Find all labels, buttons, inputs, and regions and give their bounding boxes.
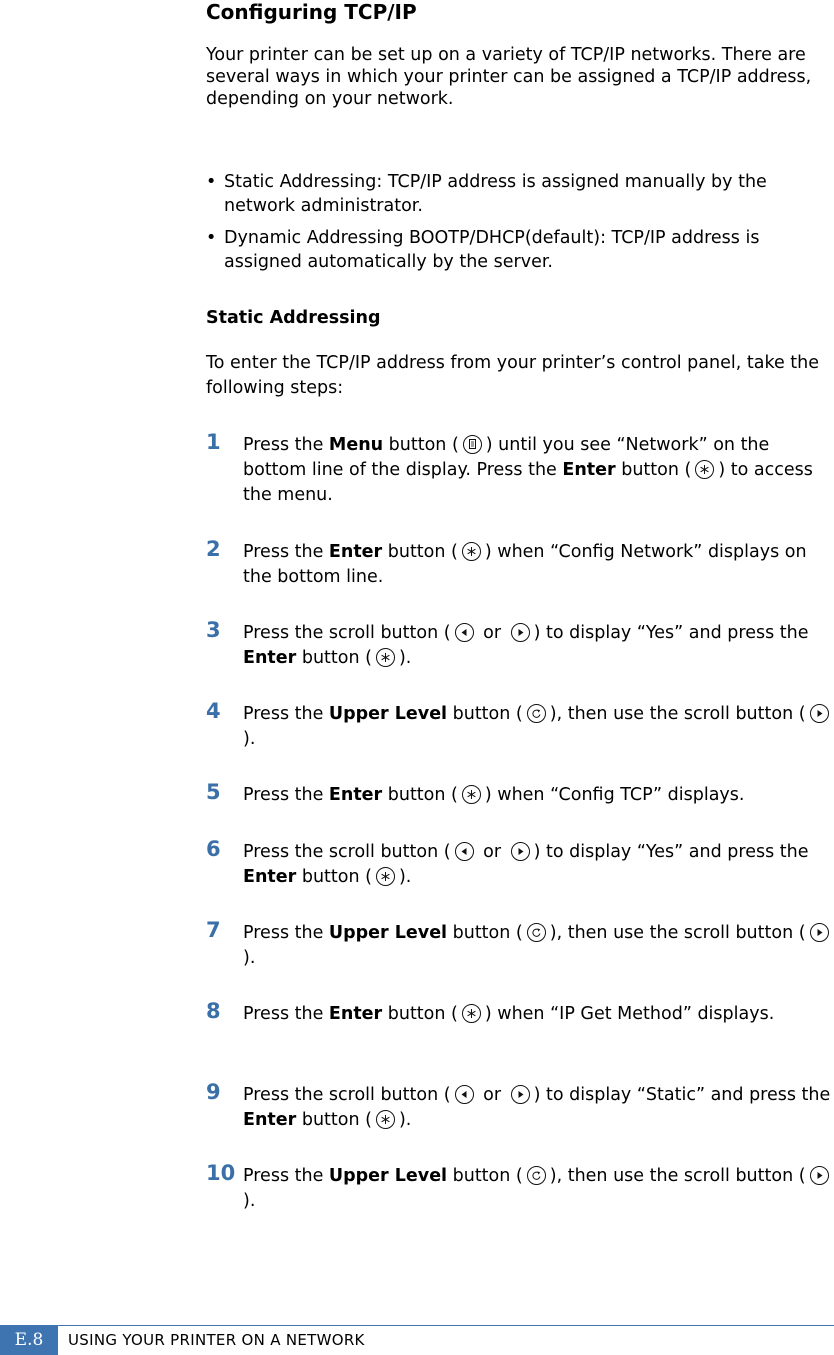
bullet-text: Dynamic Addressing BOOTP/DHCP(default): TCP/IP address is assigned automatically by the server. bbox=[224, 228, 760, 272]
step-8 bbox=[206, 999, 834, 1027]
intro-paragraph: Your printer can be set up on a variety of TCP/IP networks. There are several ways in which your printer can be assigned a TCP/IP address, depending on your network. bbox=[206, 45, 812, 109]
step-10 bbox=[206, 1161, 834, 1214]
step-text: Press the Enter button ( ) when “Config TCP” displays. bbox=[243, 785, 745, 805]
upper-level-button-icon bbox=[527, 1166, 546, 1185]
bullet-dynamic bbox=[206, 226, 834, 274]
scroll-right-button-icon bbox=[511, 842, 530, 861]
bullet-dot: • bbox=[206, 228, 217, 248]
step-number: 2 bbox=[206, 537, 221, 561]
enter-button-icon bbox=[376, 648, 395, 667]
scroll-right-button-icon bbox=[810, 923, 829, 942]
scroll-right-button-icon bbox=[810, 1166, 829, 1185]
step-text: Press the Upper Level button ( ), then use the scroll button ( ). bbox=[243, 1164, 834, 1214]
enter-button-icon bbox=[462, 785, 481, 804]
step-text: Press the Upper Level button ( ), then use the scroll button ( ). bbox=[243, 702, 834, 752]
enter-button-icon bbox=[376, 1110, 395, 1129]
lead-paragraph: To enter the TCP/IP address from your printer’s control panel, take the following steps: bbox=[206, 353, 820, 398]
step-number: 7 bbox=[206, 918, 221, 942]
scroll-left-button-icon bbox=[455, 842, 474, 861]
step-text: Press the scroll button ( or ) to display “Yes” and press the Enter button ( ). bbox=[243, 623, 809, 668]
step-text: Press the scroll button ( or ) to display “Yes” and press the Enter button ( ). bbox=[243, 842, 809, 887]
scroll-right-button-icon bbox=[810, 704, 829, 723]
step-number: 10 bbox=[206, 1161, 236, 1185]
page-heading: Configuring TCP/IP bbox=[206, 0, 417, 24]
page-footer bbox=[0, 1325, 834, 1355]
scroll-right-button-icon bbox=[511, 1085, 530, 1104]
step-1 bbox=[206, 430, 834, 508]
step-number: 9 bbox=[206, 1080, 221, 1104]
chapter-title: USING YOUR PRINTER ON A NETWORK bbox=[68, 1331, 365, 1349]
step-text: Press the Menu button ( ) until you see “Network” on the bottom line of the display. Press the Enter button ( ) to access the menu. bbox=[243, 435, 813, 505]
step-text: Press the Enter button ( ) when “IP Get Method” displays. bbox=[243, 1004, 775, 1024]
step-4 bbox=[206, 699, 834, 752]
scroll-right-button-icon bbox=[511, 623, 530, 642]
menu-button-icon bbox=[463, 435, 482, 454]
step-3 bbox=[206, 618, 834, 671]
bullet-text: Static Addressing: TCP/IP address is assigned manually by the network administrator. bbox=[224, 172, 767, 216]
step-number: 1 bbox=[206, 430, 221, 454]
step-9 bbox=[206, 1080, 834, 1133]
bullet-dot: • bbox=[206, 172, 217, 192]
enter-button-icon bbox=[462, 1004, 481, 1023]
step-7 bbox=[206, 918, 834, 971]
step-number: 4 bbox=[206, 699, 221, 723]
enter-button-icon bbox=[695, 460, 714, 479]
upper-level-button-icon bbox=[527, 704, 546, 723]
step-2 bbox=[206, 537, 834, 590]
footer-rule bbox=[58, 1325, 834, 1326]
upper-level-button-icon bbox=[527, 923, 546, 942]
step-number: 5 bbox=[206, 780, 221, 804]
bullet-static bbox=[206, 170, 834, 218]
page-number: E.8 bbox=[0, 1325, 58, 1355]
step-text: Press the Upper Level button ( ), then use the scroll button ( ). bbox=[243, 921, 834, 971]
enter-button-icon bbox=[376, 867, 395, 886]
step-number: 6 bbox=[206, 837, 221, 861]
step-6 bbox=[206, 837, 834, 890]
scroll-left-button-icon bbox=[455, 1085, 474, 1104]
enter-button-icon bbox=[462, 542, 481, 561]
step-text: Press the scroll button ( or ) to display “Static” and press the Enter button ( ). bbox=[243, 1085, 831, 1130]
section-heading: Static Addressing bbox=[206, 308, 381, 328]
step-number: 3 bbox=[206, 618, 221, 642]
scroll-left-button-icon bbox=[455, 623, 474, 642]
step-text: Press the Enter button ( ) when “Config Network” displays on the bottom line. bbox=[243, 542, 807, 587]
step-5 bbox=[206, 780, 834, 808]
step-number: 8 bbox=[206, 999, 221, 1023]
